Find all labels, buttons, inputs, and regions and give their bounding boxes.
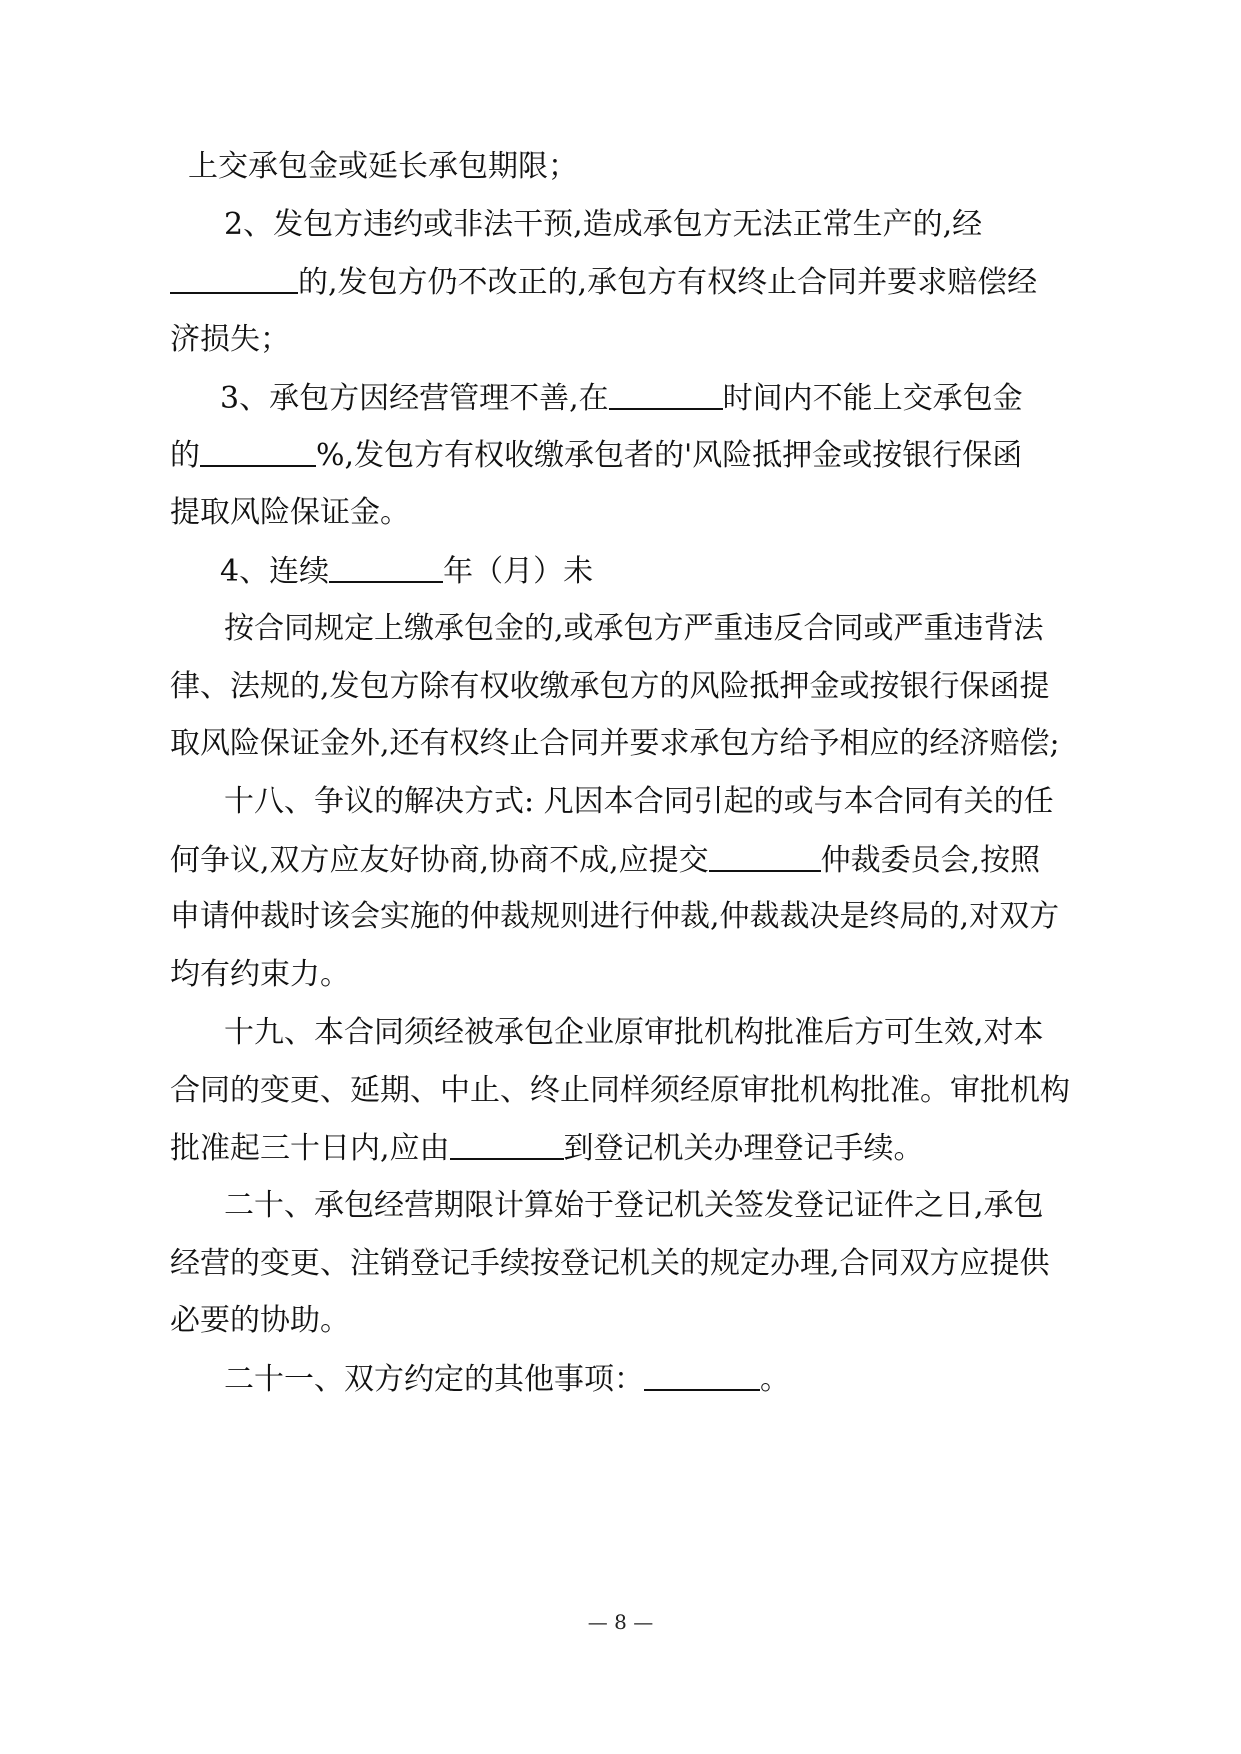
text-run: 批准起三十日内,应由 <box>170 1131 450 1166</box>
text-run: 均有约束力。 <box>170 957 350 992</box>
text-line <box>170 262 1038 302</box>
text-run: 济损失； <box>170 322 290 357</box>
text-line <box>224 1186 1044 1226</box>
text-run: 何争议,双方应友好协商,协商不成,应提交 <box>170 843 709 878</box>
text-line <box>170 493 1046 533</box>
text-line <box>224 1359 1100 1399</box>
text-line <box>224 205 983 245</box>
text-run: %,发包方有权收缴承包者的'风险抵押金或按银行保函 <box>316 438 1023 473</box>
text-run: 经营的变更、注销登记手续按登记机关的规定办理,合同双方应提供 <box>170 1246 1050 1281</box>
text-line <box>170 1071 1070 1111</box>
page-number: — 8 — <box>587 1610 654 1634</box>
text-line <box>188 147 1064 187</box>
text-run: 二十、承包经营期限计算始于登记机关签发登记证件之日,承包 <box>224 1188 1044 1223</box>
text-run: 提取风险保证金。 <box>170 495 410 530</box>
text-run: 年（月）未 <box>443 554 594 589</box>
fill-in-blank[interactable] <box>200 435 316 467</box>
text-line <box>170 840 1041 880</box>
text-run: 上交承包金或延长承包期限； <box>188 149 578 184</box>
text-line <box>220 378 1023 418</box>
text-run: 的 <box>170 438 200 473</box>
text-line <box>224 1013 1044 1053</box>
text-line <box>224 609 1044 649</box>
text-run: 的,发包方仍不改正的,承包方有权终止合同并要求赔偿经 <box>298 265 1038 300</box>
text-line <box>170 955 1046 995</box>
text-run: 二十一、双方约定的其他事项： <box>224 1362 644 1397</box>
text-line <box>170 724 1060 764</box>
text-run: 取风险保证金外,还有权终止合同并要求承包方给予相应的经济赔偿; <box>170 726 1060 761</box>
fill-in-blank[interactable] <box>329 551 443 583</box>
text-run: 仲裁委员会,按照 <box>820 843 1041 878</box>
text-line <box>170 435 1023 475</box>
text-run: 律、法规的,发包方除有权收缴承包方的风险抵押金或按银行保函提 <box>170 669 1050 704</box>
text-run: 3、承包方因经营管理不善,在 <box>220 381 609 416</box>
text-run: 4、连续 <box>220 554 330 589</box>
text-run: 必要的协助。 <box>170 1303 350 1338</box>
text-line <box>220 551 1096 591</box>
fill-in-blank[interactable] <box>709 840 821 872</box>
text-run: 到登记机关办理登记手续。 <box>563 1131 924 1166</box>
text-run: 十九、本合同须经被承包企业原审批机构批准后方可生效,对本 <box>224 1015 1044 1050</box>
text-line <box>170 320 1046 360</box>
fill-in-blank[interactable] <box>609 378 723 410</box>
text-run: 。 <box>760 1362 790 1397</box>
fill-in-blank[interactable] <box>170 262 298 294</box>
text-line <box>170 897 1060 937</box>
text-run: 时间内不能上交承包金 <box>722 381 1023 416</box>
text-run: 合同的变更、延期、中止、终止同样须经原审批机构批准。审批机构 <box>170 1073 1070 1108</box>
text-run: 2、发包方违约或非法干预,造成承包方无法正常生产的,经 <box>224 207 983 242</box>
text-run: 按合同规定上缴承包金的,或承包方严重违反合同或严重违背法 <box>224 611 1044 646</box>
text-line <box>170 667 1050 707</box>
fill-in-blank[interactable] <box>644 1359 760 1391</box>
text-run: 申请仲裁时该会实施的仲裁规则进行仲裁,仲裁裁决是终局的,对双方 <box>170 899 1060 934</box>
text-line <box>170 1128 1046 1168</box>
text-line <box>224 782 1054 822</box>
text-line <box>170 1244 1050 1284</box>
text-line <box>170 1301 1046 1341</box>
text-run: 十八、争议的解决方式: 凡因本合同引起的或与本合同有关的任 <box>224 784 1054 819</box>
fill-in-blank[interactable] <box>450 1128 564 1160</box>
